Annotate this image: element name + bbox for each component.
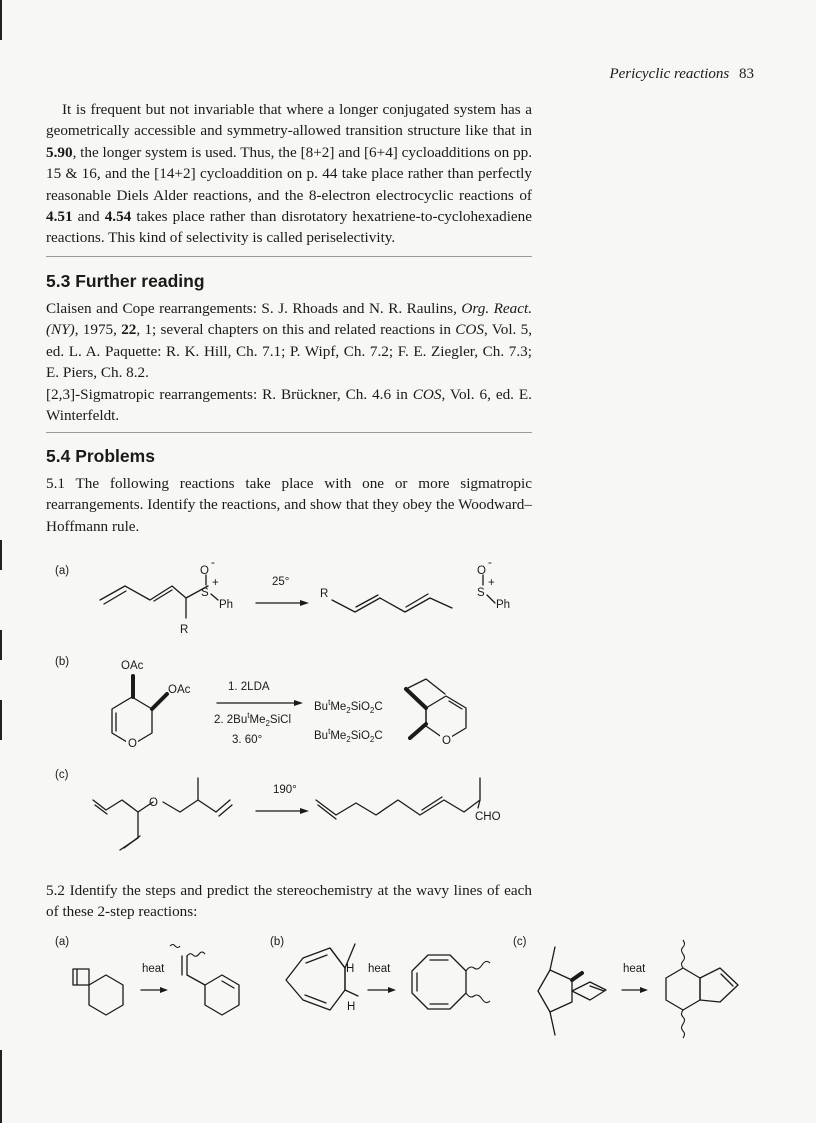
label-5-1b: (b)	[55, 656, 70, 668]
oxygen-atom: O	[200, 565, 209, 577]
condition-heat: heat	[623, 963, 646, 975]
aldehyde-label: CHO	[475, 811, 501, 823]
problem-5-2: 5.2 Identify the steps and predict the stereochemistry at the wavy lines of each of these 2-step reactions:	[46, 882, 532, 921]
scheme-5-2b	[270, 936, 490, 1013]
charge-minus: -	[488, 557, 492, 569]
oxygen-atom: O	[477, 565, 486, 577]
silyl-ester-label: $Bu^tMe_2SiO_2C$	[314, 698, 383, 715]
running-head-title: Pericyclic reactions	[609, 66, 730, 82]
hydrogen-label: H	[347, 1001, 356, 1013]
label-5-2b: (b)	[270, 936, 285, 948]
product-cyclooctatriene	[412, 955, 490, 1009]
phenyl-label: Ph	[496, 599, 511, 611]
acetate-label: OAc	[121, 660, 144, 672]
condition-heat: heat	[368, 963, 391, 975]
condition-190C: 190°	[273, 784, 297, 796]
reagent-step-2: 2. $2Bu^tMe_2SiCl$	[214, 711, 292, 728]
r-group-label: R	[180, 624, 189, 636]
problem-5-1: 5.1 The following reactions take place with one or more sigmatropic rearrangements. Identify the reactions, and show that they obey the Woodward–Hoffmann rule.	[46, 475, 532, 535]
charge-minus: -	[211, 557, 215, 569]
charge-plus: +	[212, 577, 219, 589]
sulfur-atom: S	[201, 587, 209, 599]
intro-paragraph: It is frequent but not invariable that where a longer conjugated system has a geometrically accessible and symmetry-allowed transition structure like that in 5.90, the longer system is used. Thus, the [8+2] and [6+4] cycloadditions on pp. 15 & 16, and the [14+2] cycloaddition on p. 44 take place rather than perfectly reasonable Diels Alder reactions, and the 8-electron electrocyclic reactions of 4.51 and 4.54 takes place rather than disrotatory hexatriene-to-cyclohexadiene reactions. This kind of selectivity is called periselectivity.	[46, 101, 532, 247]
scheme-5-2c	[513, 936, 738, 1038]
charge-plus: +	[488, 577, 495, 589]
reagent-step-1: 1. 2LDA	[228, 681, 270, 693]
hydrogen-label: H	[346, 963, 355, 975]
label-5-1a: (a)	[55, 565, 70, 577]
scheme-5-2a	[55, 936, 239, 1015]
silyl-ester-label: $Bu^tMe_2SiO_2C$	[314, 727, 383, 744]
condition-25C: 25°	[272, 576, 290, 588]
phenyl-label: Ph	[219, 599, 234, 611]
condition-heat: heat	[142, 963, 165, 975]
ring-oxygen: O	[128, 738, 137, 750]
reactant-spiro-cyclobutene	[73, 969, 123, 1015]
heading-problems: 5.4 Problems	[46, 446, 155, 466]
page-number: 83	[739, 66, 754, 82]
product-bicyclic-diene	[666, 940, 738, 1038]
reactant-cyclopentene-diyne	[538, 947, 606, 1035]
product-diene	[170, 945, 239, 1016]
r-group-label: R	[320, 588, 329, 600]
label-5-2a: (a)	[55, 936, 70, 948]
heading-further-reading: 5.3 Further reading	[46, 271, 205, 291]
ring-oxygen: O	[442, 735, 451, 747]
further-reading-claisen: Claisen and Cope rearrangements: S. J. Rhoads and N. R. Raulins, Org. React. (NY), 1975, 22, 1; several chapters on this and related reactions in COS, Vol. 5, ed. L. A. Paquette: R. K. Hill, Ch. 7.1; P. Wipf, Ch. 7.2; F. E. Ziegler, Ch. 7.3; E. Piers, Ch. 8.2.	[46, 300, 532, 382]
reaction-arrow	[141, 987, 168, 993]
reaction-arrow	[622, 987, 648, 993]
label-5-1c: (c)	[55, 769, 69, 781]
acetate-label: OAc	[168, 684, 191, 696]
reagent-step-3: 3. 60°	[232, 734, 263, 746]
ether-oxygen: O	[149, 797, 158, 809]
reaction-arrow	[368, 987, 396, 993]
label-5-2c: (c)	[513, 936, 527, 948]
sulfur-atom: S	[477, 587, 485, 599]
further-reading-sigmatropic: [2,3]-Sigmatropic rearrangements: R. Brückner, Ch. 4.6 in COS, Vol. 6, ed. E. Winterfeldt.	[46, 386, 532, 425]
